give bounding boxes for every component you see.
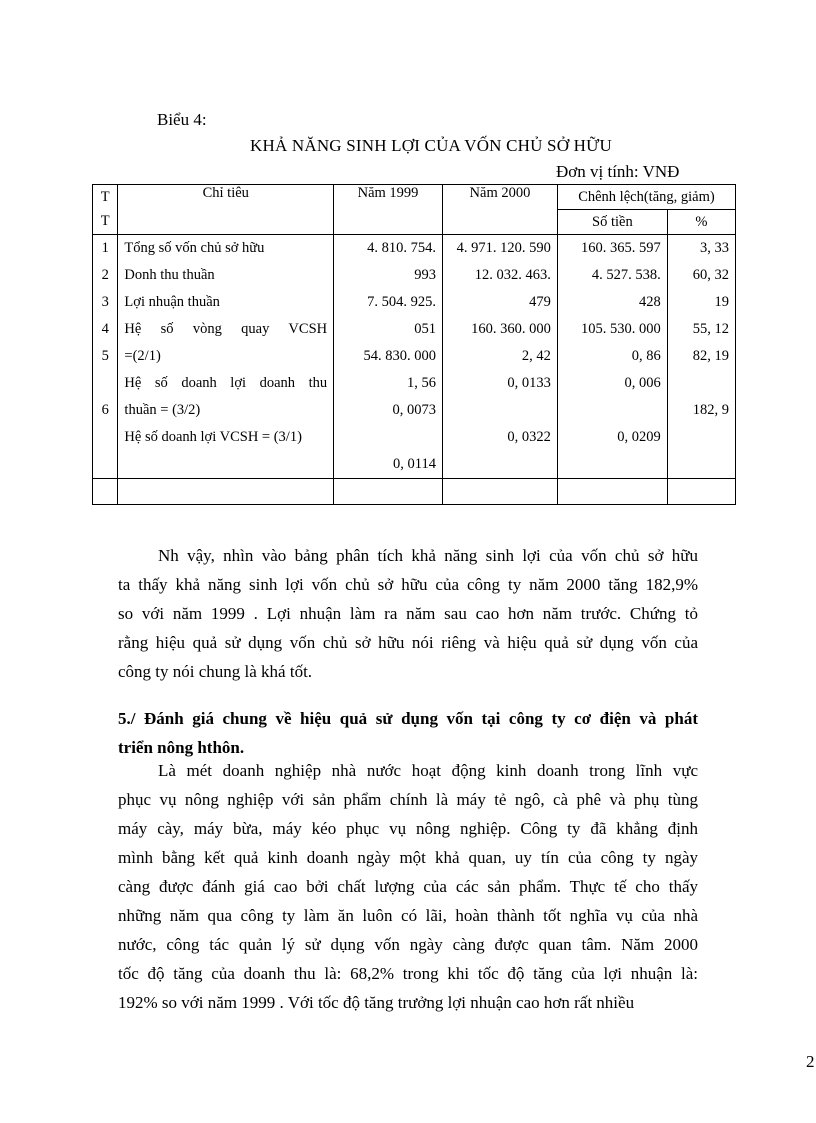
percent-line: 3, 33 bbox=[700, 240, 729, 256]
tt-column bbox=[93, 235, 118, 479]
chi-tieu-column bbox=[118, 235, 334, 479]
section-heading bbox=[118, 704, 698, 762]
nam-1999-line: 0, 0114 bbox=[393, 456, 436, 472]
paragraph-summary bbox=[118, 541, 698, 686]
tt-cell: 3 bbox=[101, 294, 109, 310]
nam-2000-line bbox=[443, 451, 551, 478]
nam-2000-line: 0, 0322 bbox=[507, 429, 551, 445]
nam-1999-line: 54. 830. 000 bbox=[363, 348, 436, 364]
evaluation-line: 192% so với năm 1999 . Với tốc độ tăng trưởng lợi nhuận cao hơn rất nhiều bbox=[118, 993, 635, 1012]
chi-tieu-line: Tổng số vốn chủ sở hữu bbox=[124, 240, 265, 256]
nam-1999-line: 7. 504. 925. bbox=[367, 294, 436, 310]
so-tien-line bbox=[558, 397, 661, 424]
nam-2000-column bbox=[442, 235, 557, 479]
header-tt: T T bbox=[93, 185, 118, 235]
tt-cell bbox=[93, 424, 117, 451]
tt-cell: 6 bbox=[101, 402, 109, 418]
evaluation-line: phục vụ nông nghiệp với sản phẩm chính là máy tẻ ngô, cà phê và phụ tùng bbox=[118, 790, 698, 809]
nam-2000-line: 0, 0133 bbox=[507, 375, 551, 391]
so-tien-line: 0, 0209 bbox=[617, 429, 661, 445]
so-tien-column bbox=[557, 235, 667, 479]
profitability-table bbox=[92, 184, 736, 505]
nam-1999-line: 0, 0073 bbox=[392, 402, 436, 418]
percent-column bbox=[667, 235, 735, 479]
table-header-row bbox=[93, 185, 736, 210]
so-tien-line: 160. 365. 597 bbox=[581, 240, 661, 256]
nam-1999-line: 4. 810. 754. bbox=[367, 240, 436, 256]
table-empty-row bbox=[93, 479, 736, 505]
tt-cell: 1 bbox=[101, 240, 109, 256]
percent-line: 19 bbox=[714, 294, 729, 310]
chi-tieu-line: Donh thu thuần bbox=[124, 267, 215, 283]
header-nam-2000: Năm 2000 bbox=[442, 185, 557, 235]
nam-2000-line: 4. 971. 120. 590 bbox=[456, 240, 551, 256]
tt-cell: 4 bbox=[101, 321, 109, 337]
header-chenh-lech: Chênh lệch(tăng, giảm) bbox=[557, 185, 735, 210]
evaluation-line: mình bằng kết quả kinh doanh ngày một khả quan, uy tín của công ty ngày bbox=[118, 848, 698, 867]
evaluation-line: máy cày, máy bừa, máy kéo phục vụ nông nghiệp. Công ty đã khẳng định bbox=[118, 819, 698, 838]
percent-line: 55, 12 bbox=[692, 321, 729, 337]
so-tien-line: 4. 527. 538. bbox=[591, 267, 661, 283]
header-chi-tieu: Chỉ tiêu bbox=[118, 185, 334, 235]
summary-line: Nh vậy, nhìn vào bảng phân tích khả năng sinh lợi của vốn chủ sở hữu bbox=[158, 546, 698, 565]
header-nam-1999: Năm 1999 bbox=[334, 185, 443, 235]
page-number: 2 bbox=[806, 1052, 815, 1071]
nam-1999-line: 1, 56 bbox=[406, 375, 436, 391]
table-body-row bbox=[93, 235, 736, 479]
tt-cell: 5 bbox=[101, 348, 109, 364]
so-tien-line bbox=[558, 451, 661, 478]
evaluation-line: những năm qua công ty làm ăn luôn có lãi, hoàn thành tốt nghĩa vụ của nhà bbox=[118, 906, 698, 925]
evaluation-line: càng được đánh giá cao bởi chất lượng của các sản phẩm. Thực tế cho thấy bbox=[118, 877, 698, 896]
table-title: KHẢ NĂNG SINH LỢI CỦA VỐN CHỦ SỞ HỮU bbox=[250, 136, 612, 155]
nam-2000-line bbox=[443, 397, 551, 424]
tt-cell bbox=[93, 370, 117, 397]
chi-tieu-line: =(2/1) bbox=[124, 348, 161, 364]
chi-tieu-line: thuần = (3/2) bbox=[124, 402, 201, 418]
so-tien-line: 428 bbox=[639, 294, 661, 310]
percent-line bbox=[668, 424, 729, 451]
chi-tieu-line: Hệ số doanh lợi VCSH = (3/1) bbox=[124, 429, 302, 445]
header-percent: % bbox=[667, 210, 735, 235]
nam-2000-line: 12. 032. 463. bbox=[474, 267, 551, 283]
so-tien-line: 0, 86 bbox=[631, 348, 661, 364]
nam-2000-line: 479 bbox=[529, 294, 551, 310]
chi-tieu-line: Lợi nhuận thuần bbox=[124, 294, 220, 310]
chi-tieu-line: Hệ số vòng quay VCSH bbox=[124, 321, 328, 337]
percent-line bbox=[668, 370, 729, 397]
paragraph-evaluation bbox=[118, 756, 698, 1017]
so-tien-line: 0, 006 bbox=[624, 375, 661, 391]
nam-2000-line: 2, 42 bbox=[521, 348, 551, 364]
nam-1999-column bbox=[334, 235, 443, 479]
evaluation-line: tốc độ tăng của doanh thu là: 68,2% trong khi tốc độ tăng của lợi nhuận là: bbox=[118, 964, 698, 983]
summary-line: công ty nói chung là khá tốt. bbox=[118, 662, 313, 681]
header-so-tien: Số tiền bbox=[557, 210, 667, 235]
nam-1999-line bbox=[334, 424, 436, 451]
evaluation-line: Là mét doanh nghiệp nhà nước hoạt động kinh doanh trong lĩnh vực bbox=[158, 761, 698, 780]
nam-1999-line: 051 bbox=[414, 321, 436, 337]
so-tien-line: 105. 530. 000 bbox=[581, 321, 661, 337]
summary-line: so với năm 1999 . Lợi nhuận làm ra năm sau cao hơn năm trước. Chứng tỏ bbox=[118, 604, 698, 623]
nam-2000-line: 160. 360. 000 bbox=[471, 321, 551, 337]
figure-label: Biểu 4: bbox=[157, 110, 207, 129]
chi-tieu-line bbox=[124, 451, 327, 478]
heading-line: triển nông hthôn. bbox=[118, 738, 245, 757]
percent-line: 60, 32 bbox=[692, 267, 729, 283]
percent-line: 182, 9 bbox=[692, 402, 729, 418]
unit-label: Đơn vị tính: VNĐ bbox=[556, 162, 680, 181]
chi-tieu-line: Hệ số doanh lợi doanh thu bbox=[124, 375, 328, 391]
percent-line: 82, 19 bbox=[692, 348, 729, 364]
summary-line: rằng hiệu quả sử dụng vốn chủ sở hữu nói riêng và hiệu quả sử dụng vốn của bbox=[118, 633, 698, 652]
percent-line bbox=[668, 451, 729, 478]
evaluation-line: nước, công tác quản lý sử dụng vốn ngày càng được quan tâm. Năm 2000 bbox=[118, 935, 698, 954]
nam-1999-line: 993 bbox=[414, 267, 436, 283]
heading-line: 5./ Đánh giá chung về hiệu quả sử dụng vốn tại công ty cơ điện và phát bbox=[118, 709, 698, 728]
tt-cell: 2 bbox=[101, 267, 109, 283]
summary-line: ta thấy khả năng sinh lợi vốn chủ sở hữu của công ty năm 2000 tăng 182,9% bbox=[118, 575, 698, 594]
